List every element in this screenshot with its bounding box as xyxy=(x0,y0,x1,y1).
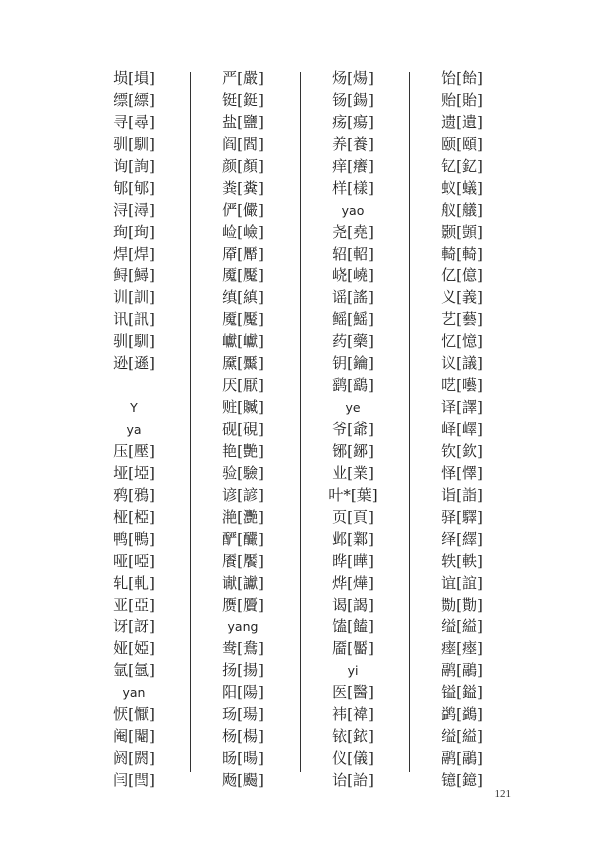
character-entry: 巘[巘] xyxy=(222,332,264,351)
character-entry: 页[頁] xyxy=(332,507,374,526)
character-entry: 郇[郇] xyxy=(113,178,155,197)
character-entry: 赝[贗] xyxy=(222,595,264,614)
character-entry: 尧[堯] xyxy=(332,222,374,241)
character-entry: 炀[煬] xyxy=(332,69,374,87)
character-entry: 亚[亞] xyxy=(113,595,155,614)
character-entry: 邺[鄴] xyxy=(332,529,374,548)
character-entry: 珣[珣] xyxy=(113,222,155,241)
character-entry: 盐[鹽] xyxy=(222,112,264,131)
blank-row xyxy=(99,375,169,397)
character-entry: 颢[顗] xyxy=(441,222,483,241)
character-entry: 忆[憶] xyxy=(441,332,483,351)
character-entry: 峣[嶢] xyxy=(332,266,374,285)
character-entry: 玚[瑒] xyxy=(222,705,264,724)
character-entry: 飏[颺] xyxy=(222,771,264,789)
pinyin-heading: ye xyxy=(345,400,361,416)
character-entry: 哑[啞] xyxy=(113,551,155,570)
character-entry: 药[藥] xyxy=(332,332,374,351)
character-entry: 驿[驛] xyxy=(441,507,483,526)
character-entry: 饴[飴] xyxy=(441,69,483,87)
character-entry: 询[詢] xyxy=(113,156,155,175)
character-entry: 痒[癢] xyxy=(332,156,374,175)
character-entry: 阳[陽] xyxy=(222,683,264,702)
character-entry: 崄[嶮] xyxy=(222,222,264,241)
character-entry: 严[嚴] xyxy=(222,69,264,87)
character-entry: 鸭[鴨] xyxy=(113,529,155,548)
character-entry: 轺[軺] xyxy=(332,244,374,263)
page-number: 121 xyxy=(494,788,511,800)
character-entry: 谒[謁] xyxy=(332,595,374,614)
character-entry: 闫[閆] xyxy=(113,771,155,789)
character-entry: 样[樣] xyxy=(332,178,374,197)
character-entry: 疡[瘍] xyxy=(332,112,374,131)
character-entry: 魇[魘] xyxy=(222,310,264,329)
character-entry: 厣[厴] xyxy=(222,244,264,263)
character-entry: 缢[縊] xyxy=(441,727,483,746)
character-entry: 魇[魘] xyxy=(222,266,264,285)
character-entry: 医[醫] xyxy=(332,683,374,702)
character-entry: 验[驗] xyxy=(222,463,264,482)
character-entry: 浔[潯] xyxy=(113,200,155,219)
character-entry: 俨[儼] xyxy=(222,200,264,219)
character-entry: 峄[嶧] xyxy=(441,420,483,438)
pinyin-heading: yang xyxy=(227,619,259,635)
character-entry: 缢[縊] xyxy=(441,617,483,636)
character-entry: 娅[婭] xyxy=(113,639,155,658)
character-entry: 诒[詒] xyxy=(332,771,374,789)
character-entry: 压[壓] xyxy=(113,441,155,460)
character-entry: 餍[饜] xyxy=(222,551,264,570)
character-entry: 贻[貽] xyxy=(441,90,483,109)
character-entry: 叶*[葉] xyxy=(328,485,378,504)
column-3 xyxy=(318,68,388,792)
character-entry: 厌[厭] xyxy=(222,376,264,395)
character-entry: 靥[靨] xyxy=(332,639,374,658)
character-entry: 义[義] xyxy=(441,288,483,307)
character-entry: 缥[縹] xyxy=(113,90,155,109)
column-2 xyxy=(208,68,278,792)
character-entry: 呓[囈] xyxy=(441,376,483,395)
character-entry: 烨[燁] xyxy=(332,573,374,592)
character-entry: 鹢[鷁] xyxy=(441,705,483,724)
character-entry: 焊[焊] xyxy=(113,244,155,263)
character-entry: 驯[馴] xyxy=(113,332,155,351)
character-entry: 寻[尋] xyxy=(113,112,155,131)
character-entry: 绎[繹] xyxy=(441,529,483,548)
character-entry: 铱[銥] xyxy=(332,727,374,746)
character-entry: 爷[爺] xyxy=(332,420,374,438)
character-entry: 钇[釔] xyxy=(441,156,483,175)
character-entry: 驯[馴] xyxy=(113,134,155,153)
character-entry: 镒[鎰] xyxy=(441,683,483,702)
character-entry: 赃[贓] xyxy=(222,398,264,417)
character-entry: 缜[縝] xyxy=(222,288,264,307)
character-entry: 仪[儀] xyxy=(332,749,374,768)
pinyin-heading: Y xyxy=(130,400,138,416)
character-entry: 镱[鐿] xyxy=(441,771,483,789)
character-entry: 颐[頤] xyxy=(441,134,483,153)
character-entry: 垭[埡] xyxy=(113,463,155,482)
character-entry: 养[養] xyxy=(332,134,374,153)
character-entry: 埙[塤] xyxy=(113,69,155,87)
character-entry: 业[業] xyxy=(332,463,374,482)
character-entry: 舣[艤] xyxy=(441,200,483,219)
character-entry: 铤[鋌] xyxy=(222,90,264,109)
character-entry: 亿[億] xyxy=(441,266,483,285)
character-entry: 恹[懨] xyxy=(113,705,155,724)
character-entry: 馌[饁] xyxy=(332,617,374,636)
character-entry: 遗[遺] xyxy=(441,112,483,131)
character-entry: 译[譯] xyxy=(441,398,483,417)
character-entry: 阏[閼] xyxy=(113,749,155,768)
character-entry: 旸[暘] xyxy=(222,749,264,768)
character-entry: 砚[硯] xyxy=(222,420,264,438)
character-entry: 扬[揚] xyxy=(222,661,264,680)
character-entry: 诣[詣] xyxy=(441,485,483,504)
character-entry: 勚[勩] xyxy=(441,595,483,614)
column-divider xyxy=(190,72,191,772)
character-entry: 晔[曄] xyxy=(332,551,374,570)
character-entry: 滟[灧] xyxy=(222,507,264,526)
character-entry: 钥[鑰] xyxy=(332,354,374,373)
column-4 xyxy=(427,68,497,792)
character-entry: 谚[諺] xyxy=(222,485,264,504)
character-entry: 鸦[鴉] xyxy=(113,485,155,504)
character-entry: 艳[艷] xyxy=(222,441,264,460)
character-entry: 鹝[鷊] xyxy=(441,661,483,680)
character-entry: 鹝[鷊] xyxy=(441,749,483,768)
character-entry: 粪[糞] xyxy=(222,178,264,197)
character-entry: 讶[訝] xyxy=(113,617,155,636)
column-divider xyxy=(409,72,410,772)
character-entry: 鸯[鴦] xyxy=(222,639,264,658)
character-entry: 鳐[鰩] xyxy=(332,310,374,329)
character-entry: 桠[椏] xyxy=(113,507,155,526)
character-entry: 轧[軋] xyxy=(113,573,155,592)
character-entry: 袆[褘] xyxy=(332,705,374,724)
character-entry: 谊[誼] xyxy=(441,573,483,592)
character-entry: 輢[輢] xyxy=(441,244,483,263)
pinyin-heading: ya xyxy=(126,422,142,437)
character-entry: 讯[訊] xyxy=(113,310,155,329)
character-entry: 谳[讞] xyxy=(222,573,264,592)
character-entry: 氩[氬] xyxy=(113,661,155,680)
character-entry: 蚁[蟻] xyxy=(441,178,483,197)
character-entry: 阎[閻] xyxy=(222,134,264,153)
character-entry: 钖[鍚] xyxy=(332,90,374,109)
pinyin-heading: yao xyxy=(341,202,365,218)
character-entry: 杨[楊] xyxy=(222,727,264,746)
character-entry: 怿[懌] xyxy=(441,463,483,482)
pinyin-heading: yi xyxy=(347,663,359,679)
column-divider xyxy=(300,72,301,772)
character-entry: 谣[謠] xyxy=(332,288,374,307)
character-entry: 铘[鋣] xyxy=(332,441,374,460)
character-entry: 议[議] xyxy=(441,354,483,373)
character-entry: 鹞[鷂] xyxy=(332,376,374,395)
character-entry: 鲟[鱘] xyxy=(113,266,155,285)
character-entry: 瘗[瘞] xyxy=(441,639,483,658)
character-entry: 黡[黶] xyxy=(222,354,264,373)
character-entry: 阉[閹] xyxy=(113,727,155,746)
character-entry: 钦[欽] xyxy=(441,441,483,460)
character-entry: 颜[顏] xyxy=(222,156,264,175)
character-entry: 酽[釅] xyxy=(222,529,264,548)
character-entry: 艺[藝] xyxy=(441,310,483,329)
column-1 xyxy=(99,68,169,792)
character-entry: 训[訓] xyxy=(113,288,155,307)
pinyin-heading: yan xyxy=(122,685,146,701)
character-entry: 轶[軼] xyxy=(441,551,483,570)
character-entry: 逊[遜] xyxy=(113,354,155,373)
